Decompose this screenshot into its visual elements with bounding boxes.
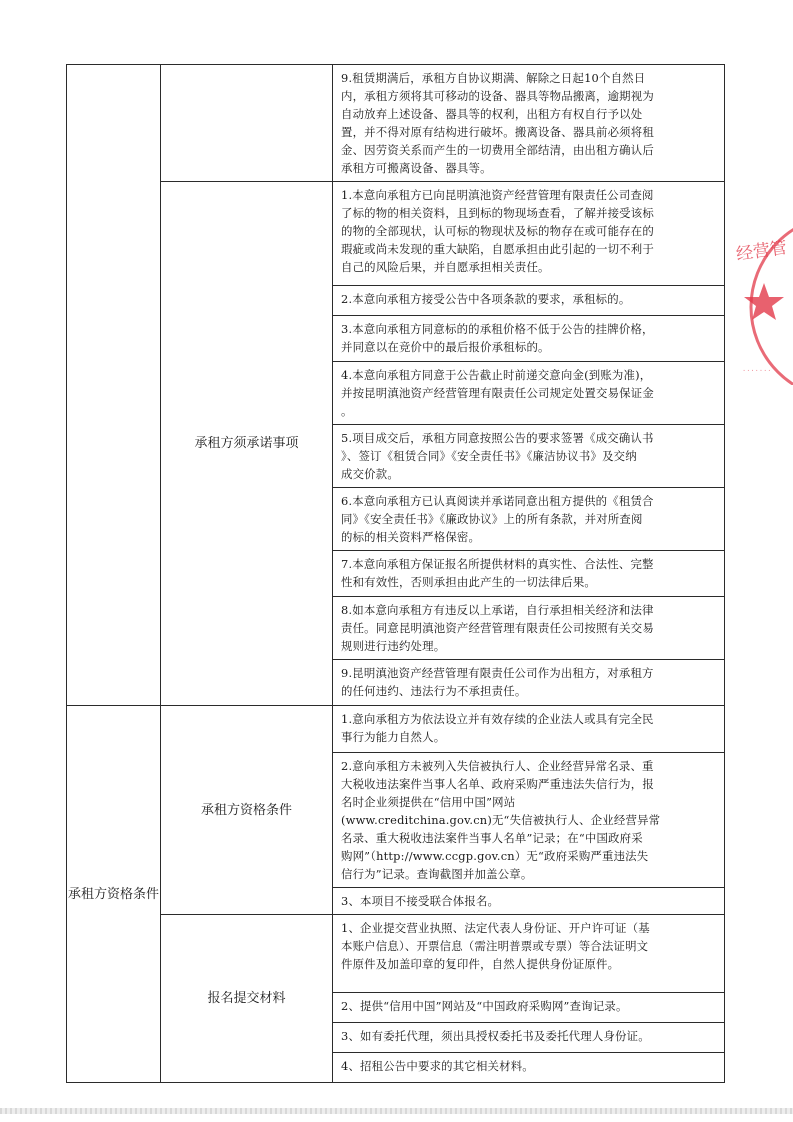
promise-item: 5.项目成交后，承租方同意按照公告的要求签署《成交确认书 》、签订《租赁合同》《安全责任书》《廉洁协议书》及交纳 成交价款。: [341, 431, 654, 481]
promise-section-label: 承租方须承诺事项: [161, 182, 333, 706]
promise-item: 6.本意向承租方已认真阅读并承诺同意出租方提供的《租赁合 同》《安全责任书》《廉政协议》上的所有条款，并对所查阅 的标的相关资料严格保密。: [341, 494, 654, 544]
material-item: 3、如有委托代理，须出具授权委托书及委托代理人身份证。: [341, 1029, 650, 1043]
table-row: [333, 182, 725, 286]
promise-item: 1.本意向承租方已向昆明滇池资产经营管理有限责任公司查阅 了标的物的相关资料，且到标的物现场查看，了解并接受该标 的物的全部现状，认可标的物现状及标的物存在或可能存在的 瑕疵或尚未发现的重大缺陷，自愿承担由此引起的一切不利于 自己的风险后果，并自愿承担相关责任。: [341, 188, 654, 274]
table-row: [333, 1023, 725, 1053]
promise-item: 3.本意向承租方同意标的的承租价格不低于公告的挂牌价格， 并同意以在竞价中的最后报价承租标的。: [341, 322, 654, 354]
condition-item: 1.意向承租方为依法设立并有效存续的企业法人或具有完全民 事行为能力自然人。: [341, 712, 654, 744]
qualification-section-label: 承租方资格条件: [67, 706, 161, 1083]
promise-item: 4.本意向承租方同意于公告截止时前递交意向金(到账为准)， 并按昆明滇池资产经营管理有限责任公司规定处置交易保证金 。: [341, 368, 654, 418]
materials-label: 报名提交材料: [161, 915, 333, 1083]
info-table: [66, 64, 725, 1083]
table-row: [333, 362, 725, 425]
official-seal: [728, 225, 793, 385]
material-item: 2、提供“信用中国”网站及“中国政府采购网”查询记录。: [341, 999, 628, 1013]
condition-item: 3、本项目不接受联合体报名。: [341, 894, 500, 908]
material-item: 1、企业提交营业执照、法定代表人身份证、开户许可证（基 本账户信息）、开票信息（需注明普票或专票）等合法证明文 件原件及加盖印章的复印件，自然人提供身份证原件。: [341, 921, 650, 971]
promise-item: 8.如本意向承租方有违反以上承诺，自行承担相关经济和法律 责任。同意昆明滇池资产经营管理有限责任公司按照有关交易 规则进行违约处理。: [341, 603, 654, 653]
table-row: [333, 660, 725, 706]
table-row: [333, 286, 725, 316]
continued-category-cell: [67, 65, 161, 706]
condition-item: 2.意向承租方未被列入失信被执行人、企业经营异常名录、重 大税收违法案件当事人名单、政府采购严重违法失信行为，报 名时企业须提供在“信用中国”网站 (www.creditchina.gov.cn)无“失信被执行人、企业经营异常 名录、重大税收违法案件当事人名单”记录；在“中国政府采 购网”（http://www.ccgp.gov.cn）无“政府采购严重违法失 信行为”记录。查询截图并加盖公章。: [341, 759, 661, 881]
qualification-conditions-label: 承租方资格条件: [161, 706, 333, 915]
table-row: [333, 65, 725, 182]
promise-item: 7.本意向承租方保证报名所提供材料的真实性、合法性、完整 性和有效性，否则承担由此产生的一切法律后果。: [341, 557, 654, 589]
material-item: 4、招租公告中要求的其它相关材料。: [341, 1059, 534, 1073]
table-row: [333, 425, 725, 488]
table-row: [333, 1053, 725, 1083]
seal-code: ·······: [742, 367, 772, 375]
seal-text: 经营管: [734, 238, 789, 265]
table-row: [333, 888, 725, 915]
table-row: [333, 316, 725, 362]
scan-edge-artifact: [0, 1108, 793, 1114]
table-row: [333, 488, 725, 551]
table-row: [333, 993, 725, 1023]
promise-item: 2.本意向承租方接受公告中各项条款的要求，承租标的。: [341, 292, 631, 306]
table-row: [333, 597, 725, 660]
table-row: [333, 706, 725, 753]
continued-label-cell: [161, 65, 333, 182]
clause-text: 9.租赁期满后，承租方自协议期满、解除之日起10个自然日 内，承租方须将其可移动的设备、器具等物品搬离，逾期视为 自动放弃上述设备、器具等的权利，出租方有权自行予以处 置，并不得对原有结构进行破坏。搬离设备、器具前必须将租 金、因劳资关系而产生的一切费用全部结清，由出租方确认后 承租方可搬离设备、器具等。: [341, 71, 654, 175]
table-row: [333, 551, 725, 597]
seal-graphic: [728, 225, 793, 385]
table-row: [333, 753, 725, 888]
promise-item: 9.昆明滇池资产经营管理有限责任公司作为出租方，对承租方 的任何违约、违法行为不承担责任。: [341, 666, 654, 698]
table-row: [333, 915, 725, 993]
